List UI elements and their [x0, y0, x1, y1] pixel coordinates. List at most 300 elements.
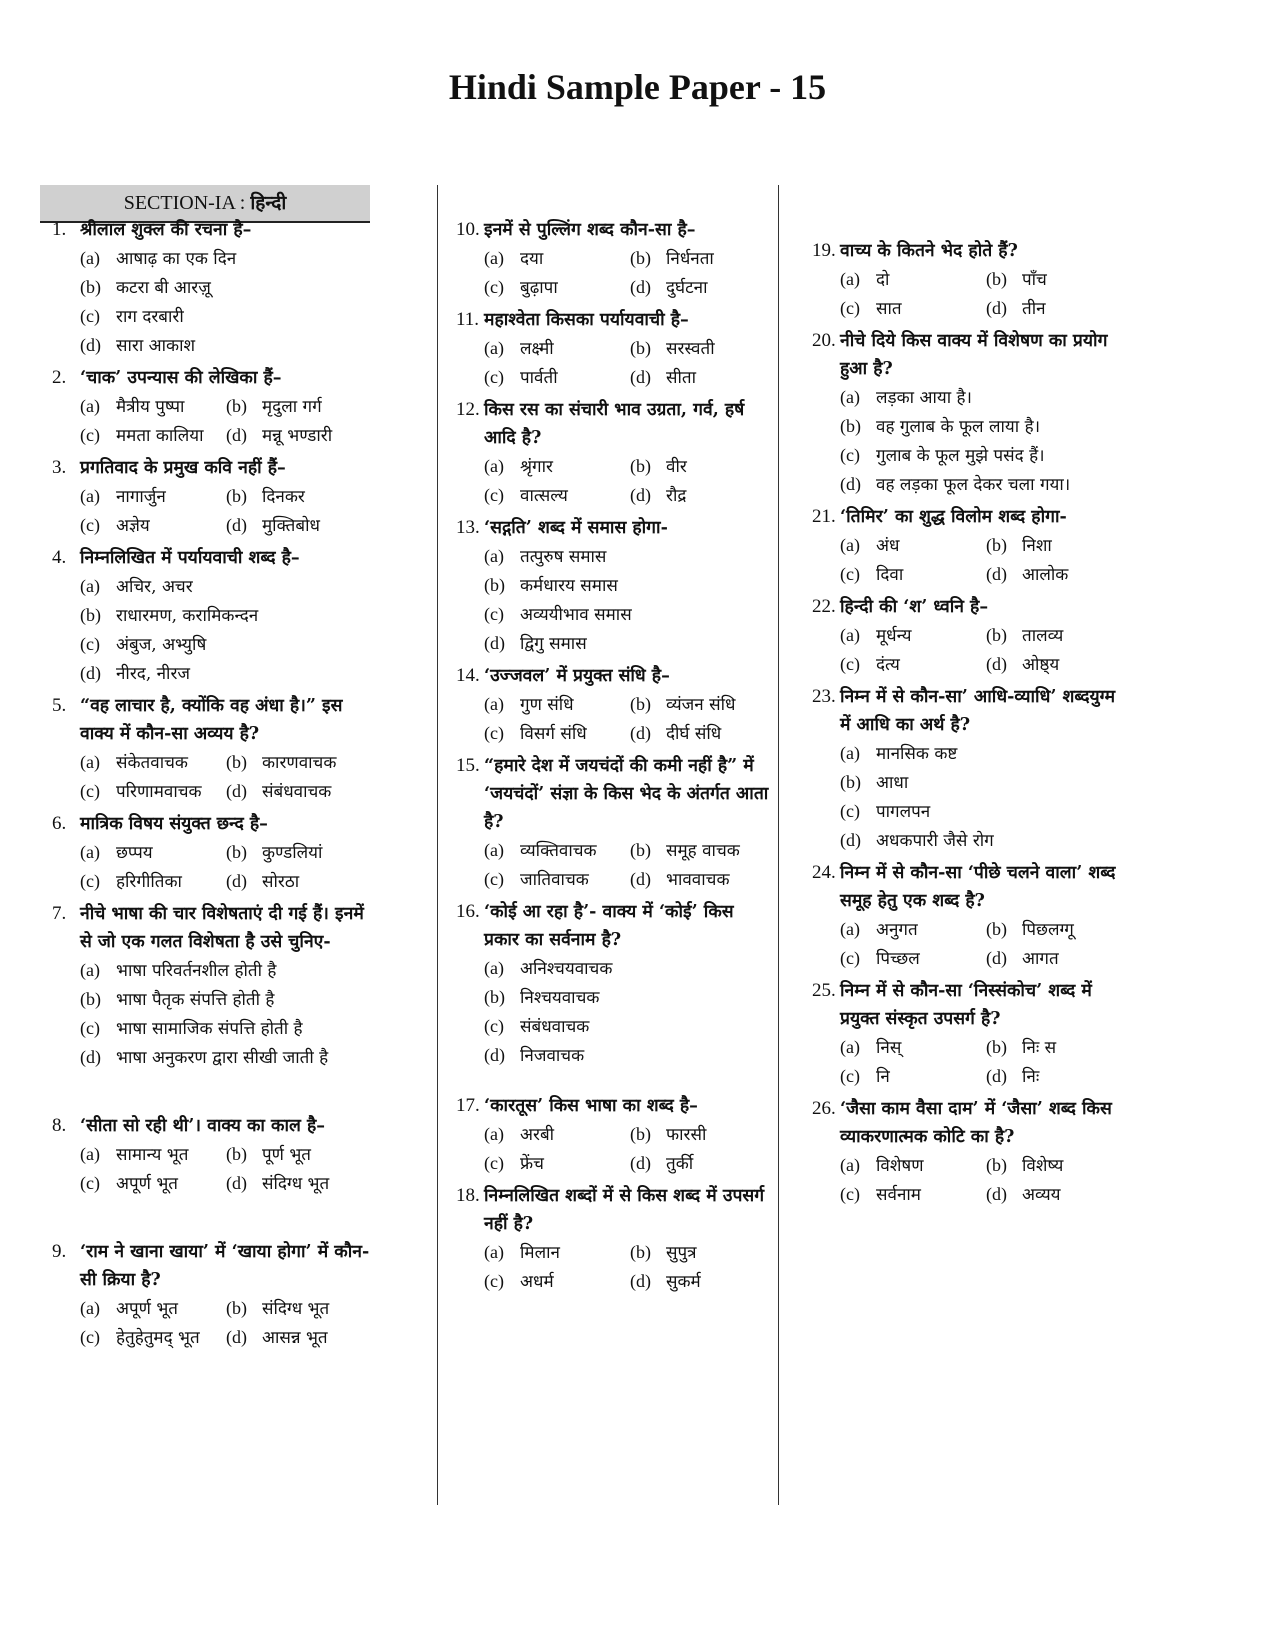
- question-number: 14.: [456, 665, 480, 686]
- option-text: श्रृंगार: [520, 457, 553, 477]
- option-text: जातिवाचक: [520, 870, 589, 890]
- option-text: निजवाचक: [520, 1046, 585, 1066]
- question-number: 8.: [52, 1115, 67, 1136]
- option-a: [484, 690, 630, 719]
- option-label: (c): [484, 869, 504, 889]
- option-label: (d): [630, 1271, 651, 1291]
- option-label: (a): [484, 840, 504, 860]
- option-b: [80, 985, 372, 1014]
- option-text: आधा: [876, 773, 909, 793]
- option-text: गुण संधि: [520, 695, 574, 715]
- options: [484, 1120, 774, 1178]
- option-label: (b): [630, 456, 651, 476]
- option-label: (a): [840, 919, 860, 939]
- option-label: (c): [80, 1327, 100, 1347]
- option-d: [484, 629, 774, 658]
- option-text: भाषा सामाजिक संपत्ति होती है: [116, 1019, 303, 1039]
- option-label: (c): [484, 367, 504, 387]
- options: [840, 739, 1130, 855]
- option-label: (c): [80, 306, 100, 326]
- option-text: पिच्छल: [876, 949, 920, 969]
- question-number: 10.: [456, 219, 480, 240]
- options: [840, 1151, 1130, 1209]
- option-label: (b): [630, 840, 651, 860]
- option-label: (c): [840, 654, 860, 674]
- option-text: संकेतवाचक: [116, 753, 188, 773]
- section-name: हिन्दी: [250, 192, 287, 214]
- question-text: श्रीलाल शुक्ल की रचना है–: [80, 220, 252, 240]
- question-26: [812, 1095, 1130, 1209]
- question-text: महाश्वेता किसका पर्यायवाची है–: [484, 310, 689, 330]
- option-text: सुपुत्र: [666, 1243, 697, 1263]
- option-label: (a): [80, 1144, 100, 1164]
- option-a: [80, 244, 372, 273]
- option-text: सोरठा: [262, 872, 300, 892]
- option-text: हेतुहेतुमद् भूत: [116, 1328, 200, 1348]
- option-text: राधारमण, करामिकन्दन: [116, 606, 259, 626]
- option-text: ममता कालिया: [116, 426, 204, 446]
- option-text: पागलपन: [876, 802, 931, 822]
- options: [840, 621, 1130, 679]
- option-a: [484, 542, 774, 571]
- question-3: [52, 454, 372, 540]
- question-text: ‘जैसा काम वैसा दाम’ में ‘जैसा’ शब्द किस व्याकरणात्मक कोटि का है?: [840, 1099, 1112, 1147]
- option-b: [840, 768, 1130, 797]
- option-label: (b): [986, 1155, 1007, 1175]
- question-20: [812, 327, 1130, 499]
- option-a: [840, 383, 1130, 412]
- option-label: (b): [630, 1124, 651, 1144]
- option-text: अनुगत: [876, 920, 918, 940]
- option-text: हरिगीतिका: [116, 872, 182, 892]
- option-text: गुलाब के फूल मुझे पसंद हैं।: [876, 446, 1045, 466]
- option-text: अपूर्ण भूत: [116, 1299, 178, 1319]
- option-b: [80, 273, 372, 302]
- option-text: वीर: [666, 457, 687, 477]
- option-d: [630, 363, 774, 392]
- option-b: [80, 601, 372, 630]
- question-number: 15.: [456, 755, 480, 776]
- question-number: 22.: [812, 596, 836, 617]
- option-text: विसर्ग संधि: [520, 724, 587, 744]
- question-23: [812, 683, 1130, 855]
- option-label: (c): [840, 1066, 860, 1086]
- option-text: अपूर्ण भूत: [116, 1174, 178, 1194]
- column-2: [456, 216, 774, 1296]
- option-label: (b): [630, 694, 651, 714]
- options: [80, 572, 372, 688]
- option-d: [484, 1041, 774, 1070]
- option-text: वह गुलाब के फूल लाया है।: [876, 417, 1041, 437]
- options: [80, 748, 372, 806]
- option-label: (b): [226, 1144, 247, 1164]
- question-text: ‘राम ने खाना खाया’ में ‘खाया होगा’ में कौन-सी क्रिया है?: [80, 1242, 370, 1290]
- option-b: [840, 412, 1130, 441]
- option-b: [630, 836, 774, 865]
- option-b: [630, 452, 774, 481]
- option-label: (d): [484, 633, 505, 653]
- option-c: [484, 363, 630, 392]
- option-label: (a): [840, 1037, 860, 1057]
- option-text: दिनकर: [262, 487, 305, 507]
- option-a: [80, 956, 372, 985]
- option-text: मानसिक कष्ट: [876, 744, 958, 764]
- option-label: (a): [484, 338, 504, 358]
- question-text: नीचे भाषा की चार विशेषताएं दी गई हैं। इनमें से जो एक गलत विशेषता है उसे चुनिए-: [80, 904, 364, 952]
- question-7: [52, 900, 372, 1072]
- option-text: पाँच: [1022, 270, 1047, 290]
- option-label: (c): [840, 564, 860, 584]
- option-label: (a): [484, 958, 504, 978]
- option-label: (b): [226, 486, 247, 506]
- option-text: आगत: [1022, 949, 1059, 969]
- question-14: [456, 662, 774, 748]
- option-a: [840, 621, 986, 650]
- option-b: [226, 1294, 372, 1323]
- question-number: 23.: [812, 686, 836, 707]
- option-label: (c): [80, 1018, 100, 1038]
- option-d: [226, 777, 372, 806]
- question-text: प्रगतिवाद के प्रमुख कवि नहीं हैं–: [80, 458, 286, 478]
- option-text: निः स: [1022, 1038, 1057, 1058]
- option-text: तत्पुरुष समास: [520, 547, 607, 567]
- question-number: 9.: [52, 1241, 67, 1262]
- question-5: [52, 692, 372, 806]
- option-label: (d): [630, 869, 651, 889]
- option-text: वात्सल्य: [520, 486, 568, 506]
- option-label: (d): [986, 1184, 1007, 1204]
- option-b: [226, 748, 372, 777]
- question-number: 2.: [52, 367, 67, 388]
- option-d: [226, 421, 372, 450]
- option-a: [80, 482, 226, 511]
- question-number: 3.: [52, 457, 67, 478]
- options: [840, 531, 1130, 589]
- question-text: किस रस का संचारी भाव उग्रता, गर्व, हर्ष आदि है?: [484, 400, 745, 448]
- option-text: पूर्ण भूत: [262, 1145, 311, 1165]
- option-c: [80, 1169, 226, 1198]
- option-label: (a): [484, 456, 504, 476]
- question-19: [812, 237, 1130, 323]
- option-label: (d): [80, 1047, 101, 1067]
- option-text: निस्: [876, 1038, 902, 1058]
- option-label: (c): [80, 781, 100, 801]
- option-b: [226, 392, 372, 421]
- option-text: तीन: [1022, 299, 1046, 319]
- option-text: आषाढ़ का एक दिन: [116, 249, 237, 269]
- options: [840, 1033, 1130, 1091]
- option-label: (b): [80, 989, 101, 1009]
- option-d: [840, 826, 1130, 855]
- option-label: (a): [80, 960, 100, 980]
- option-label: (c): [840, 445, 860, 465]
- option-a: [484, 954, 774, 983]
- option-label: (b): [840, 772, 861, 792]
- question-number: 18.: [456, 1185, 480, 1206]
- option-b: [226, 482, 372, 511]
- option-c: [840, 441, 1130, 470]
- option-label: (b): [986, 535, 1007, 555]
- option-b: [630, 690, 774, 719]
- option-d: [80, 1043, 372, 1072]
- question-text: निम्न में से कौन-सा ‘निस्संकोच’ शब्द में प्रयुक्त संस्कृत उपसर्ग है?: [840, 981, 1092, 1029]
- column-divider: [778, 185, 779, 1505]
- option-label: (a): [484, 1124, 504, 1144]
- option-label: (d): [986, 298, 1007, 318]
- option-text: नि: [876, 1067, 890, 1087]
- option-label: (c): [484, 723, 504, 743]
- option-text: नागार्जुन: [116, 487, 166, 507]
- option-d: [226, 867, 372, 896]
- question-number: 7.: [52, 903, 67, 924]
- question-number: 24.: [812, 862, 836, 883]
- options: [484, 542, 774, 658]
- option-label: (a): [840, 625, 860, 645]
- option-label: (d): [226, 1327, 247, 1347]
- option-label: (a): [484, 694, 504, 714]
- option-text: अनिश्चयवाचक: [520, 959, 613, 979]
- question-11: [456, 306, 774, 392]
- option-text: दया: [520, 249, 544, 269]
- option-label: (a): [80, 1298, 100, 1318]
- question-9: [52, 1238, 372, 1352]
- option-a: [484, 1238, 630, 1267]
- question-1: [52, 216, 372, 360]
- option-d: [986, 650, 1130, 679]
- option-label: (d): [986, 1066, 1007, 1086]
- question-number: 11.: [456, 309, 480, 330]
- option-a: [840, 1033, 986, 1062]
- option-text: भाषा पैतृक संपत्ति होती है: [116, 990, 275, 1010]
- option-label: (d): [226, 515, 247, 535]
- option-text: मूर्धन्य: [876, 626, 912, 646]
- question-number: 12.: [456, 399, 480, 420]
- question-text: ‘कोई आ रहा है’- वाक्य में ‘कोई’ किस प्रकार का सर्वनाम है?: [484, 902, 734, 950]
- question-6: [52, 810, 372, 896]
- option-label: (d): [226, 871, 247, 891]
- question-text: निम्न में से कौन-सा ‘पीछे चलने वाला’ शब्द समूह हेतु एक शब्द है?: [840, 863, 1116, 911]
- question-text: “वह लाचार है, क्योंकि वह अंधा है।” इस वाक्य में कौन-सा अव्यय है?: [80, 696, 343, 744]
- option-label: (c): [80, 425, 100, 445]
- options: [484, 452, 774, 510]
- option-label: (b): [630, 248, 651, 268]
- question-13: [456, 514, 774, 658]
- question-text: वाच्य के कितने भेद होते हैं?: [840, 241, 1018, 261]
- option-text: अंध: [876, 536, 900, 556]
- option-text: मन्नू भण्डारी: [262, 426, 333, 446]
- option-text: अव्ययीभाव समास: [520, 605, 632, 625]
- option-label: (a): [80, 248, 100, 268]
- option-c: [484, 1012, 774, 1041]
- option-b: [986, 621, 1130, 650]
- question-16: [456, 898, 774, 1070]
- option-label: (a): [80, 752, 100, 772]
- option-label: (b): [226, 842, 247, 862]
- option-d: [80, 331, 372, 360]
- option-text: राग दरबारी: [116, 307, 184, 327]
- question-text: निम्नलिखित में पर्यायवाची शब्द है–: [80, 548, 300, 568]
- question-22: [812, 593, 1130, 679]
- question-number: 20.: [812, 330, 836, 351]
- option-b: [986, 1151, 1130, 1180]
- question-text: निम्नलिखित शब्दों में से किस शब्द में उपसर्ग नहीं है?: [484, 1186, 765, 1234]
- option-c: [484, 865, 630, 894]
- option-a: [80, 392, 226, 421]
- option-label: (d): [986, 654, 1007, 674]
- option-d: [630, 719, 774, 748]
- option-label: (c): [484, 277, 504, 297]
- option-label: (a): [80, 396, 100, 416]
- option-text: लक्ष्मी: [520, 339, 554, 359]
- option-text: व्यंजन संधि: [666, 695, 736, 715]
- option-b: [630, 1120, 774, 1149]
- option-label: (b): [986, 625, 1007, 645]
- option-c: [80, 1323, 226, 1352]
- question-number: 5.: [52, 695, 67, 716]
- option-b: [986, 1033, 1130, 1062]
- question-text: मात्रिक विषय संयुक्त छन्द है–: [80, 814, 268, 834]
- option-text: छप्पय: [116, 843, 153, 863]
- option-b: [986, 915, 1130, 944]
- option-text: फारसी: [666, 1125, 707, 1145]
- option-label: (a): [840, 535, 860, 555]
- column-divider: [437, 185, 438, 1505]
- option-label: (d): [630, 277, 651, 297]
- option-text: सरस्वती: [666, 339, 715, 359]
- option-text: नीरद, नीरज: [116, 664, 191, 684]
- option-text: पिछलग्गू: [1022, 920, 1074, 940]
- option-label: (c): [484, 1153, 504, 1173]
- question-text: निम्न में से कौन-सा’ आधि-व्याधि’ शब्दयुग्म में आधि का अर्थ है?: [840, 687, 1116, 735]
- question-text: ‘चाक’ उपन्यास की लेखिका हैं–: [80, 368, 282, 388]
- option-c: [840, 650, 986, 679]
- option-c: [840, 294, 986, 323]
- option-c: [80, 777, 226, 806]
- options: [840, 383, 1130, 499]
- option-text: कटरा बी आरज़ू: [116, 278, 211, 298]
- option-a: [80, 1294, 226, 1323]
- question-2: [52, 364, 372, 450]
- option-text: निश्चयवाचक: [520, 988, 600, 1008]
- question-number: 13.: [456, 517, 480, 538]
- option-label: (c): [840, 1184, 860, 1204]
- option-a: [80, 748, 226, 777]
- option-d: [630, 481, 774, 510]
- option-a: [840, 739, 1130, 768]
- option-text: सर्वनाम: [876, 1185, 921, 1205]
- option-label: (b): [80, 277, 101, 297]
- option-text: निः: [1022, 1067, 1040, 1087]
- options: [484, 334, 774, 392]
- option-label: (b): [226, 752, 247, 772]
- option-text: कारणवाचक: [262, 753, 337, 773]
- question-text: हिन्दी की ‘श’ ध्वनि है–: [840, 597, 989, 617]
- question-number: 1.: [52, 219, 67, 240]
- option-label: (a): [840, 1155, 860, 1175]
- option-b: [226, 838, 372, 867]
- option-d: [226, 511, 372, 540]
- option-text: अव्यय: [1022, 1185, 1061, 1205]
- question-10: [456, 216, 774, 302]
- option-text: तुर्की: [666, 1154, 694, 1174]
- option-text: फ्रेंच: [520, 1154, 544, 1174]
- question-number: 25.: [812, 980, 836, 1001]
- option-a: [484, 334, 630, 363]
- options: [80, 482, 372, 540]
- option-text: भाषा परिवर्तनशील होती है: [116, 961, 277, 981]
- option-c: [80, 511, 226, 540]
- option-label: (d): [226, 1173, 247, 1193]
- option-text: आसन्न भूत: [262, 1328, 328, 1348]
- options: [484, 954, 774, 1070]
- question-15: [456, 752, 774, 894]
- option-text: द्विगु समास: [520, 634, 587, 654]
- option-label: (a): [840, 743, 860, 763]
- option-text: मिलान: [520, 1243, 560, 1263]
- option-label: (c): [840, 298, 860, 318]
- option-c: [80, 302, 372, 331]
- question-text: इनमें से पुल्लिंग शब्द कौन-सा है–: [484, 220, 696, 240]
- option-label: (d): [484, 1045, 505, 1065]
- question-18: [456, 1182, 774, 1296]
- option-text: समूह वाचक: [666, 841, 740, 861]
- question-number: 26.: [812, 1098, 836, 1119]
- option-label: (d): [840, 830, 861, 850]
- option-c: [840, 560, 986, 589]
- option-b: [226, 1140, 372, 1169]
- option-text: रौद्र: [666, 486, 687, 506]
- options: [80, 956, 372, 1072]
- question-text: ‘कारतूस’ किस भाषा का शब्द है–: [484, 1096, 698, 1116]
- option-label: (c): [840, 801, 860, 821]
- option-label: (a): [484, 546, 504, 566]
- question-number: 19.: [812, 240, 836, 261]
- option-label: (b): [986, 1037, 1007, 1057]
- option-label: (b): [630, 338, 651, 358]
- option-text: दीर्घ संधि: [666, 724, 722, 744]
- question-4: [52, 544, 372, 688]
- question-21: [812, 503, 1130, 589]
- option-text: दंत्य: [876, 655, 900, 675]
- option-label: (d): [986, 948, 1007, 968]
- question-number: 6.: [52, 813, 67, 834]
- option-label: (b): [986, 269, 1007, 289]
- option-a: [484, 244, 630, 273]
- option-label: (d): [630, 485, 651, 505]
- question-25: [812, 977, 1130, 1091]
- options: [80, 1294, 372, 1352]
- option-text: दुर्घटना: [666, 278, 708, 298]
- option-b: [986, 265, 1130, 294]
- option-text: सात: [876, 299, 902, 319]
- option-text: कुण्डलियां: [262, 843, 323, 863]
- option-d: [986, 944, 1130, 973]
- option-label: (c): [484, 604, 504, 624]
- options: [840, 265, 1130, 323]
- option-label: (b): [226, 396, 247, 416]
- option-c: [484, 1149, 630, 1178]
- option-text: मुक्तिबोध: [262, 516, 320, 536]
- option-text: अज्ञेय: [116, 516, 150, 536]
- question-8: [52, 1112, 372, 1198]
- question-number: 21.: [812, 506, 836, 527]
- option-label: (d): [630, 367, 651, 387]
- option-label: (a): [80, 486, 100, 506]
- option-text: विशेषण: [876, 1156, 924, 1176]
- option-label: (c): [80, 515, 100, 535]
- option-text: सामान्य भूत: [116, 1145, 189, 1165]
- option-label: (c): [484, 1016, 504, 1036]
